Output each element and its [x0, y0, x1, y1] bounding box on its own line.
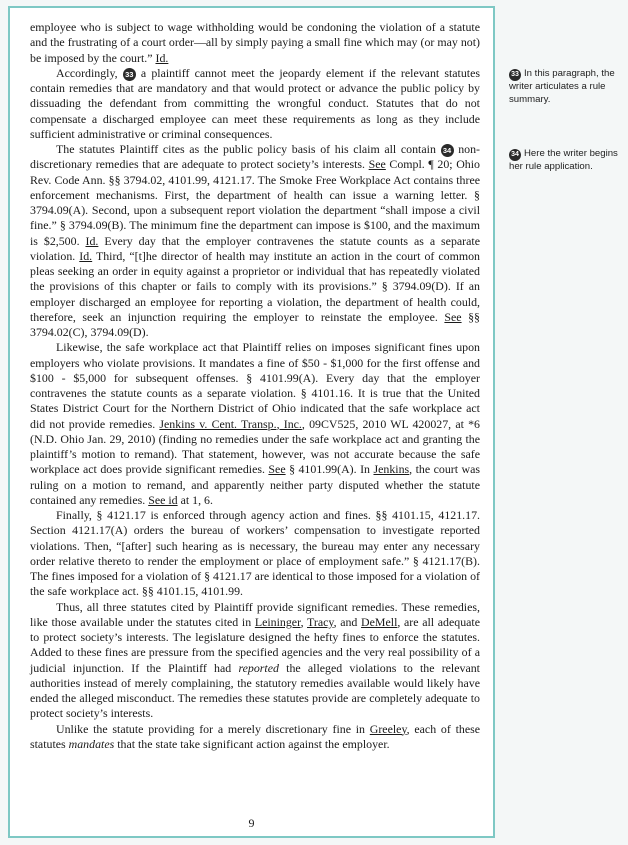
annotation-marker-34: 34: [509, 149, 521, 161]
citation: Id.: [79, 248, 93, 263]
citation: Jenkins v. Cent. Transp., Inc.: [159, 416, 302, 431]
paragraph: Accordingly, 33 a plaintiff cannot meet the jeopardy element if the relevant statutes contain remedies that are mandatory and that would protect or advance the public policy by dissuading the defendant from committing the wrongful conduct. Statutes that do not compensate a discharged employee can meet these requirements as long as they include sufficient administrative or criminal consequences.: [30, 65, 481, 141]
annotation-marker-33: 33: [509, 69, 521, 81]
document-page: [8, 6, 495, 838]
citation: DeMell: [361, 614, 398, 629]
citation: Jenkins: [373, 462, 410, 477]
body-text: [30, 20, 480, 752]
citation: Tracy: [307, 614, 334, 629]
paragraph: Finally, § 4121.17 is enforced through agency action and fines. §§ 4101.15, 4121.17. Section 4121.17(A) orders the bureau of workers’ compensation to investigate reported violations. Then, “[after] such hearing as is necessary, the bureau may enter any necessary order relative thereto to render the employment or place of employment safe.” § 4121.17(B). The fines imposed for a violation of § 4121.17 are identical to those imposed for a violation of the safe workplace act. §§ 4101.15, 4101.99.: [30, 508, 480, 599]
citation: Id.: [155, 50, 169, 65]
citation: See id: [148, 492, 178, 507]
annotation-marker-33: 33: [123, 68, 136, 81]
citation: Id.: [85, 233, 99, 248]
margin-note-text: Here the writer begins her rule application.: [509, 148, 618, 172]
paragraph: Likewise, the safe workplace act that Plaintiff relies on imposes significant fines upon employers who violate provisions. It mandates a fine of $50 - $1,000 for the first offense and $100 - $5,000 for subsequent offenses. § 4101.99(A). Every day that the employer contravenes the statute counts as a separate violation. § 4101.16. It is true that the United States District Court for the Northern District of Ohio indicated that the safe workplace act did not provide remedies. Jenkins v. Cent. Transp., Inc., 09CV525, 2010 WL 420027, at *6 (N.D. Ohio Jan. 29, 2010) (finding no remedies under the safe workplace act and granting the plaintiff’s motion to remand). That statement, however, was not accurate because the safe workplace act does provide significant remedies. See § 4101.99(A). In Jenkins, the court was ruling on a motion to remand, and apparently neither party disputed whether the statute contained any remedies. See id at 1, 6.: [30, 340, 480, 507]
margin-note-text: In this paragraph, the writer articulates a rule summary.: [509, 68, 615, 105]
page-number: 9: [248, 816, 255, 830]
paragraph: The statutes Plaintiff cites as the public policy basis of his claim all contain 34 non-discretionary remedies that are adequate to protect society’s interests. See Compl. ¶ 20; Ohio Rev. Code Ann. §§ 3794.02, 4101.99, 4121.17. The Smoke Free Workplace Act contains three enforcement mechanisms. First, the department of health can issue a warning letter. § 3794.09(A). Second, upon a subsequent report violation the department “shall impose a civil fine.” § 3794.09(B). The minimum fine the department can impose is $100, and the maximum is $2,500. Id. Every day that the employer contravenes the statute counts as a separate violation. Id. Third, “[t]he director of health may institute an action in the court of common pleas seeking an order in equity against a proprietor or individual that has repeatedly violated the provisions of this chapter or fails to comply with its provisions.” § 3794.09(D). If an employer discharged an employee for reporting a violation, the department of health could, therefore, seek an injunction requiring the employer to reinstate the employee. See §§ 3794.02(C), 3794.09(D).: [30, 142, 480, 339]
paragraph: employee who is subject to wage withholding would be condoning the violation of a statute and the frustrating of a court order—all by simply paying a small fine which may (or may not) be imposed by the court.” Id.: [30, 20, 480, 65]
annotation-marker-34: 34: [441, 144, 454, 157]
citation: Greeley: [369, 721, 407, 736]
citation: See: [268, 462, 286, 477]
margin-note-33: [509, 68, 623, 106]
citation: See: [444, 309, 462, 324]
emphasis: reported: [238, 660, 279, 675]
citation: Leininger: [254, 614, 301, 629]
margin-note-34: [509, 148, 623, 174]
paragraph: Unlike the statute providing for a merely discretionary fine in Greeley, each of these statutes mandates that the state take significant action against the employer.: [30, 721, 480, 751]
citation: See: [368, 157, 386, 172]
paragraph: Thus, all three statutes cited by Plaintiff provide significant remedies. These remedies, like those available under the statutes cited in Leininger, Tracy, and DeMell, are all adequate to protect society’s interests. The legislature designed the hefty fines to enforce the statutes. Added to these fines are pressure from the specified agencies and the very real possibility of a judicial injunction. If the Plaintiff had reported the alleged violations to the relevant authorities instead of merely complaining, the statutory remedies available would likely have ended the alleged misconduct. The remedies these statutes provide are completely adequate to protect society’s interests.: [30, 599, 481, 721]
emphasis: mandates: [68, 736, 115, 751]
